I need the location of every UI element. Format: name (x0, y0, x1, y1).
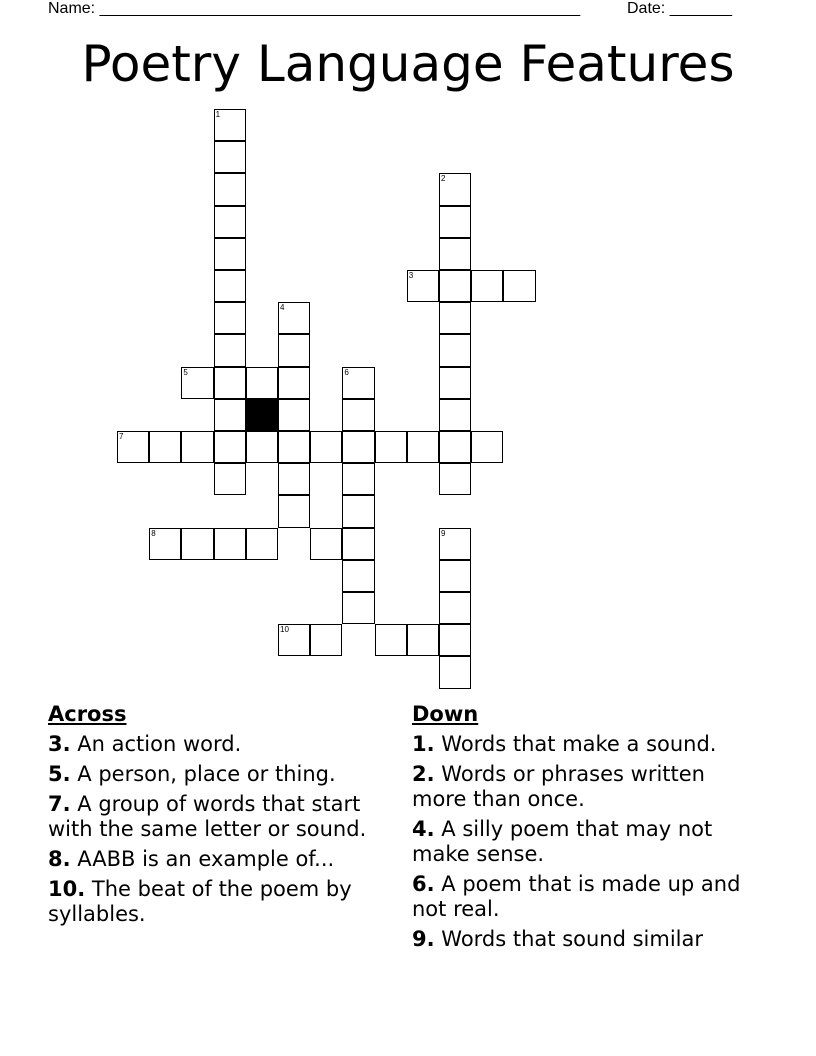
grid-cell[interactable] (278, 302, 310, 334)
clue-number: 4. (412, 817, 435, 841)
clue-text: Words or phrases written more than once. (412, 762, 705, 811)
grid-cell[interactable] (278, 495, 310, 527)
clue-across-10 (48, 877, 393, 927)
grid-cell[interactable] (181, 528, 213, 560)
clue-across-3 (48, 732, 393, 757)
grid-cell[interactable] (310, 431, 342, 463)
grid-cell[interactable] (342, 528, 374, 560)
clue-number-label: 8 (151, 528, 156, 538)
clue-number-label: 3 (408, 271, 414, 280)
clue-number: 5. (48, 762, 71, 786)
grid-block (246, 399, 278, 431)
clue-number-label: 4 (280, 303, 285, 313)
clue-across-5 (48, 762, 393, 787)
grid-cell[interactable] (439, 302, 471, 334)
grid-cell[interactable] (278, 431, 310, 463)
grid-cell[interactable] (439, 206, 471, 238)
grid-cell[interactable] (439, 270, 471, 302)
grid-cell[interactable] (246, 528, 278, 560)
grid-cell[interactable] (181, 367, 213, 399)
grid-cell[interactable] (342, 592, 374, 624)
clue-number: 7. (48, 792, 71, 816)
grid-cell[interactable] (439, 399, 471, 431)
grid-cell[interactable] (310, 528, 342, 560)
grid-cell[interactable] (342, 399, 374, 431)
grid-cell[interactable] (214, 270, 246, 302)
grid-cell[interactable] (439, 367, 471, 399)
clue-text: The beat of the poem by syllables. (48, 877, 352, 926)
grid-cell[interactable] (214, 367, 246, 399)
clue-text: An action word. (77, 732, 242, 756)
grid-cell[interactable] (439, 173, 471, 205)
clue-text: A silly poem that may not make sense. (412, 817, 713, 866)
grid-cell[interactable] (342, 463, 374, 495)
grid-cell[interactable] (439, 334, 471, 366)
clue-down-4 (412, 817, 757, 867)
grid-cell[interactable] (214, 431, 246, 463)
clue-text: Words that make a sound. (441, 732, 717, 756)
grid-cell[interactable] (471, 431, 503, 463)
grid-cell[interactable] (439, 463, 471, 495)
clue-text: A group of words that start with the same letter or sound. (48, 792, 367, 841)
grid-cell[interactable] (342, 367, 374, 399)
grid-cell[interactable] (214, 528, 246, 560)
clue-down-1 (412, 732, 757, 757)
grid-cell[interactable] (117, 431, 149, 463)
grid-cell[interactable] (214, 141, 246, 173)
grid-cell[interactable] (503, 270, 535, 302)
grid-cell[interactable] (439, 238, 471, 270)
page-title: Poetry Language Features (81, 35, 735, 93)
clue-number-label: 9 (441, 528, 446, 538)
clue-number: 2. (412, 762, 435, 786)
clue-number: 9. (412, 927, 435, 951)
grid-cell[interactable] (278, 624, 310, 656)
grid-cell[interactable] (214, 334, 246, 366)
grid-cell[interactable] (181, 431, 213, 463)
clue-number-label: 1 (215, 110, 221, 119)
name-field: Name: ______________________________________________________ (48, 0, 581, 17)
grid-cell[interactable] (246, 367, 278, 399)
grid-cell[interactable] (278, 334, 310, 366)
grid-cell[interactable] (214, 463, 246, 495)
clue-number: 3. (48, 732, 71, 756)
grid-cell[interactable] (214, 109, 246, 141)
clue-across-8 (48, 847, 393, 872)
clue-number-label: 2 (441, 174, 446, 184)
clue-down-2 (412, 762, 757, 812)
across-clues (48, 702, 393, 932)
grid-cell[interactable] (278, 367, 310, 399)
grid-cell[interactable] (439, 431, 471, 463)
grid-cell[interactable] (439, 592, 471, 624)
grid-cell[interactable] (439, 560, 471, 592)
grid-cell[interactable] (407, 624, 439, 656)
grid-cell[interactable] (214, 399, 246, 431)
grid-cell[interactable] (439, 656, 471, 688)
clue-number-label: 5 (183, 367, 188, 377)
grid-cell[interactable] (342, 495, 374, 527)
clue-number: 10. (48, 877, 86, 901)
grid-cell[interactable] (214, 173, 246, 205)
grid-cell[interactable] (439, 624, 471, 656)
grid-cell[interactable] (407, 431, 439, 463)
grid-cell[interactable] (214, 238, 246, 270)
grid-cell[interactable] (149, 528, 181, 560)
clue-number-label: 6 (344, 367, 349, 377)
grid-cell[interactable] (471, 270, 503, 302)
grid-cell[interactable] (375, 624, 407, 656)
grid-cell[interactable] (246, 431, 278, 463)
clue-down-9 (412, 927, 757, 952)
grid-cell[interactable] (342, 431, 374, 463)
clue-number-label: 10 (280, 625, 289, 635)
grid-cell[interactable] (310, 624, 342, 656)
grid-cell[interactable] (149, 431, 181, 463)
grid-cell[interactable] (278, 399, 310, 431)
grid-cell[interactable] (214, 302, 246, 334)
grid-cell[interactable] (375, 431, 407, 463)
across-heading: Across (48, 702, 127, 726)
clue-number: 6. (412, 872, 435, 896)
grid-cell[interactable] (278, 463, 310, 495)
clue-number: 8. (48, 847, 71, 871)
clue-number-label: 7 (119, 432, 124, 441)
grid-cell[interactable] (407, 270, 439, 302)
clue-text: A poem that is made up and not real. (412, 872, 741, 921)
clue-text: A person, place or thing. (77, 762, 336, 786)
clue-number: 1. (412, 732, 435, 756)
clue-down-6 (412, 872, 757, 922)
grid-cell[interactable] (439, 528, 471, 560)
clue-text: Words that sound similar (441, 927, 704, 951)
date-field: Date: _______ (627, 0, 732, 17)
grid-cell[interactable] (342, 560, 374, 592)
down-heading: Down (412, 702, 479, 726)
clue-across-7 (48, 792, 393, 842)
grid-cell[interactable] (214, 206, 246, 238)
down-clues (412, 702, 757, 957)
clue-text: AABB is an example of... (77, 847, 335, 871)
